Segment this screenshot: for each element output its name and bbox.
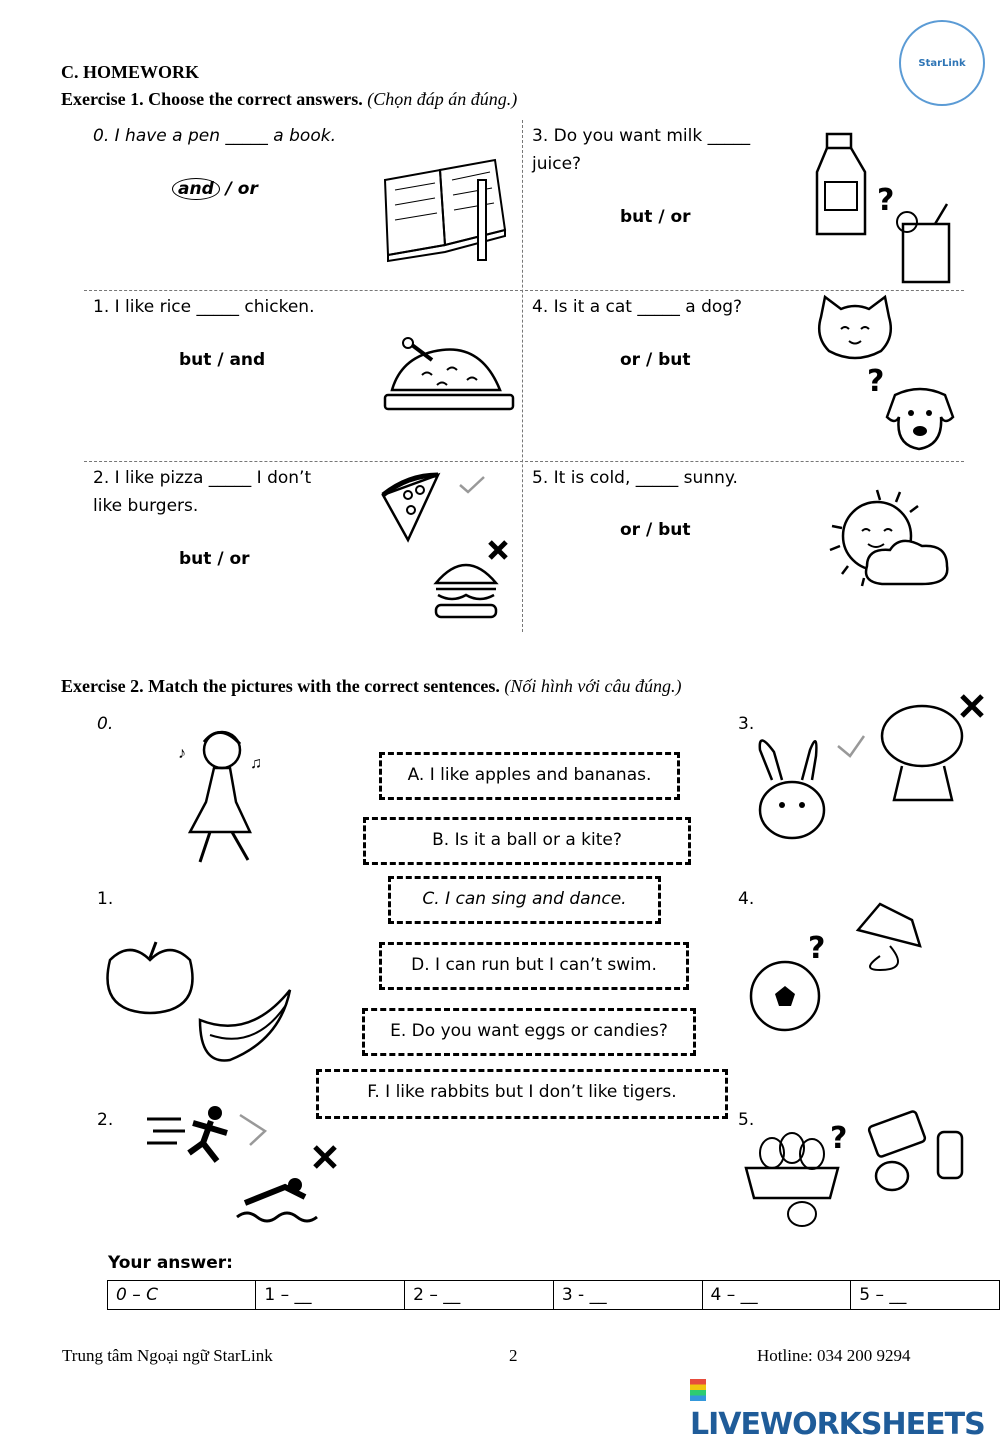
grid-divider-row-1: [84, 290, 964, 291]
sentence-f[interactable]: F. I like rabbits but I don’t like tigers.: [316, 1069, 728, 1119]
answer-cell-1[interactable]: 1 – __: [256, 1281, 405, 1310]
answer-cell-3[interactable]: 3 - __: [553, 1281, 702, 1310]
answer-table: [107, 1280, 1000, 1310]
sentence-a[interactable]: A. I like apples and bananas.: [379, 752, 680, 800]
book-pen-icon: [380, 150, 515, 265]
page-number: 2: [509, 1346, 518, 1365]
sentence-c[interactable]: C. I can sing and dance.: [388, 876, 661, 924]
question-4-options[interactable]: or / but: [620, 350, 691, 370]
question-3: [532, 122, 750, 178]
question-2-line-2: like burgers.: [93, 496, 199, 516]
liveworksheets-mark-icon: [690, 1379, 706, 1401]
exercise-1-heading: Exercise 1. Choose the correct answers.: [61, 89, 363, 109]
burger-icon: [432, 555, 500, 620]
svg-text:?: ?: [808, 931, 826, 966]
singing-dancing-girl-icon: [170, 722, 270, 872]
logo-text: StarLink: [918, 57, 966, 69]
footer-hotline: Hotline: 034 200 9294: [757, 1346, 911, 1365]
grid-divider-vertical: [522, 120, 523, 632]
svg-text:?: ?: [867, 364, 885, 399]
question-1: 1. I like rice _____ chicken.: [93, 297, 315, 317]
section-title: C. HOMEWORK: [61, 62, 199, 82]
rice-chicken-icon: [382, 335, 517, 420]
rabbit-tiger-icon: [752, 690, 992, 845]
sun-cloud-icon: [822, 486, 957, 591]
starlink-logo: [899, 20, 985, 106]
footer-center-name: Trung tâm Ngoại ngữ StarLink: [62, 1346, 273, 1365]
question-0-options: [172, 178, 258, 200]
sentence-e[interactable]: E. Do you want eggs or candies?: [362, 1008, 696, 1056]
answer-cell-5[interactable]: 5 – __: [851, 1281, 1000, 1310]
grid-divider-row-2: [84, 461, 964, 462]
picture-number-0: 0.: [97, 714, 114, 734]
picture-number-5: 5.: [738, 1110, 755, 1130]
question-2-options[interactable]: but / or: [179, 549, 250, 569]
svg-text:♫: ♫: [250, 755, 262, 772]
sentence-d[interactable]: D. I can run but I can’t swim.: [379, 942, 689, 990]
picture-number-2: 2.: [97, 1110, 114, 1130]
question-3-line-2: juice?: [532, 154, 582, 174]
answer-label: Your answer:: [108, 1253, 233, 1273]
ball-kite-icon: [750, 900, 940, 1035]
pizza-icon: [378, 470, 448, 545]
picture-number-4: 4.: [738, 889, 755, 909]
milk-juice-icon: [815, 132, 955, 287]
eggs-candies-icon: [742, 1108, 972, 1233]
liveworksheets-logo: [690, 1372, 1000, 1442]
question-1-options[interactable]: but / and: [179, 350, 266, 370]
svg-text:?: ?: [830, 1121, 848, 1156]
question-5-options[interactable]: or / but: [620, 520, 691, 540]
run-swim-icon: [145, 1105, 345, 1235]
answer-cell-4[interactable]: 4 – __: [702, 1281, 851, 1310]
question-3-line-1: 3. Do you want milk _____: [532, 126, 751, 146]
exercise-2-heading: Exercise 2. Match the pictures with the correct sentences.: [61, 676, 500, 696]
question-3-options[interactable]: but / or: [620, 207, 691, 227]
question-0-option-or: / or: [219, 179, 258, 199]
answer-circle-and: and: [172, 178, 220, 200]
svg-text:♪: ♪: [178, 745, 186, 762]
check-icon: [458, 475, 486, 495]
svg-text:?: ?: [877, 183, 895, 218]
question-2: [93, 464, 311, 520]
apples-bananas-icon: [100, 930, 300, 1080]
exercise-1-subtitle: (Chọn đáp án đúng.): [367, 89, 518, 109]
answer-cell-0: 0 – C: [108, 1281, 256, 1310]
question-2-line-1: 2. I like pizza _____ I don’t: [93, 468, 312, 488]
picture-number-3: 3.: [738, 714, 755, 734]
question-4: 4. Is it a cat _____ a dog?: [532, 297, 743, 317]
exercise-2-title: [61, 676, 681, 697]
liveworksheets-text: LIVEWORKSHEETS: [690, 1407, 985, 1442]
exercise-1-title: [61, 89, 517, 110]
picture-number-1: 1.: [97, 889, 114, 909]
answer-cell-2[interactable]: 2 – __: [405, 1281, 554, 1310]
sentence-b[interactable]: B. Is it a ball or a kite?: [363, 817, 691, 865]
question-5: 5. It is cold, _____ sunny.: [532, 468, 738, 488]
cat-dog-icon: [815, 295, 960, 455]
exercise-2-subtitle: (Nối hình với câu đúng.): [504, 676, 682, 696]
question-0: 0. I have a pen _____ a book.: [93, 126, 336, 146]
